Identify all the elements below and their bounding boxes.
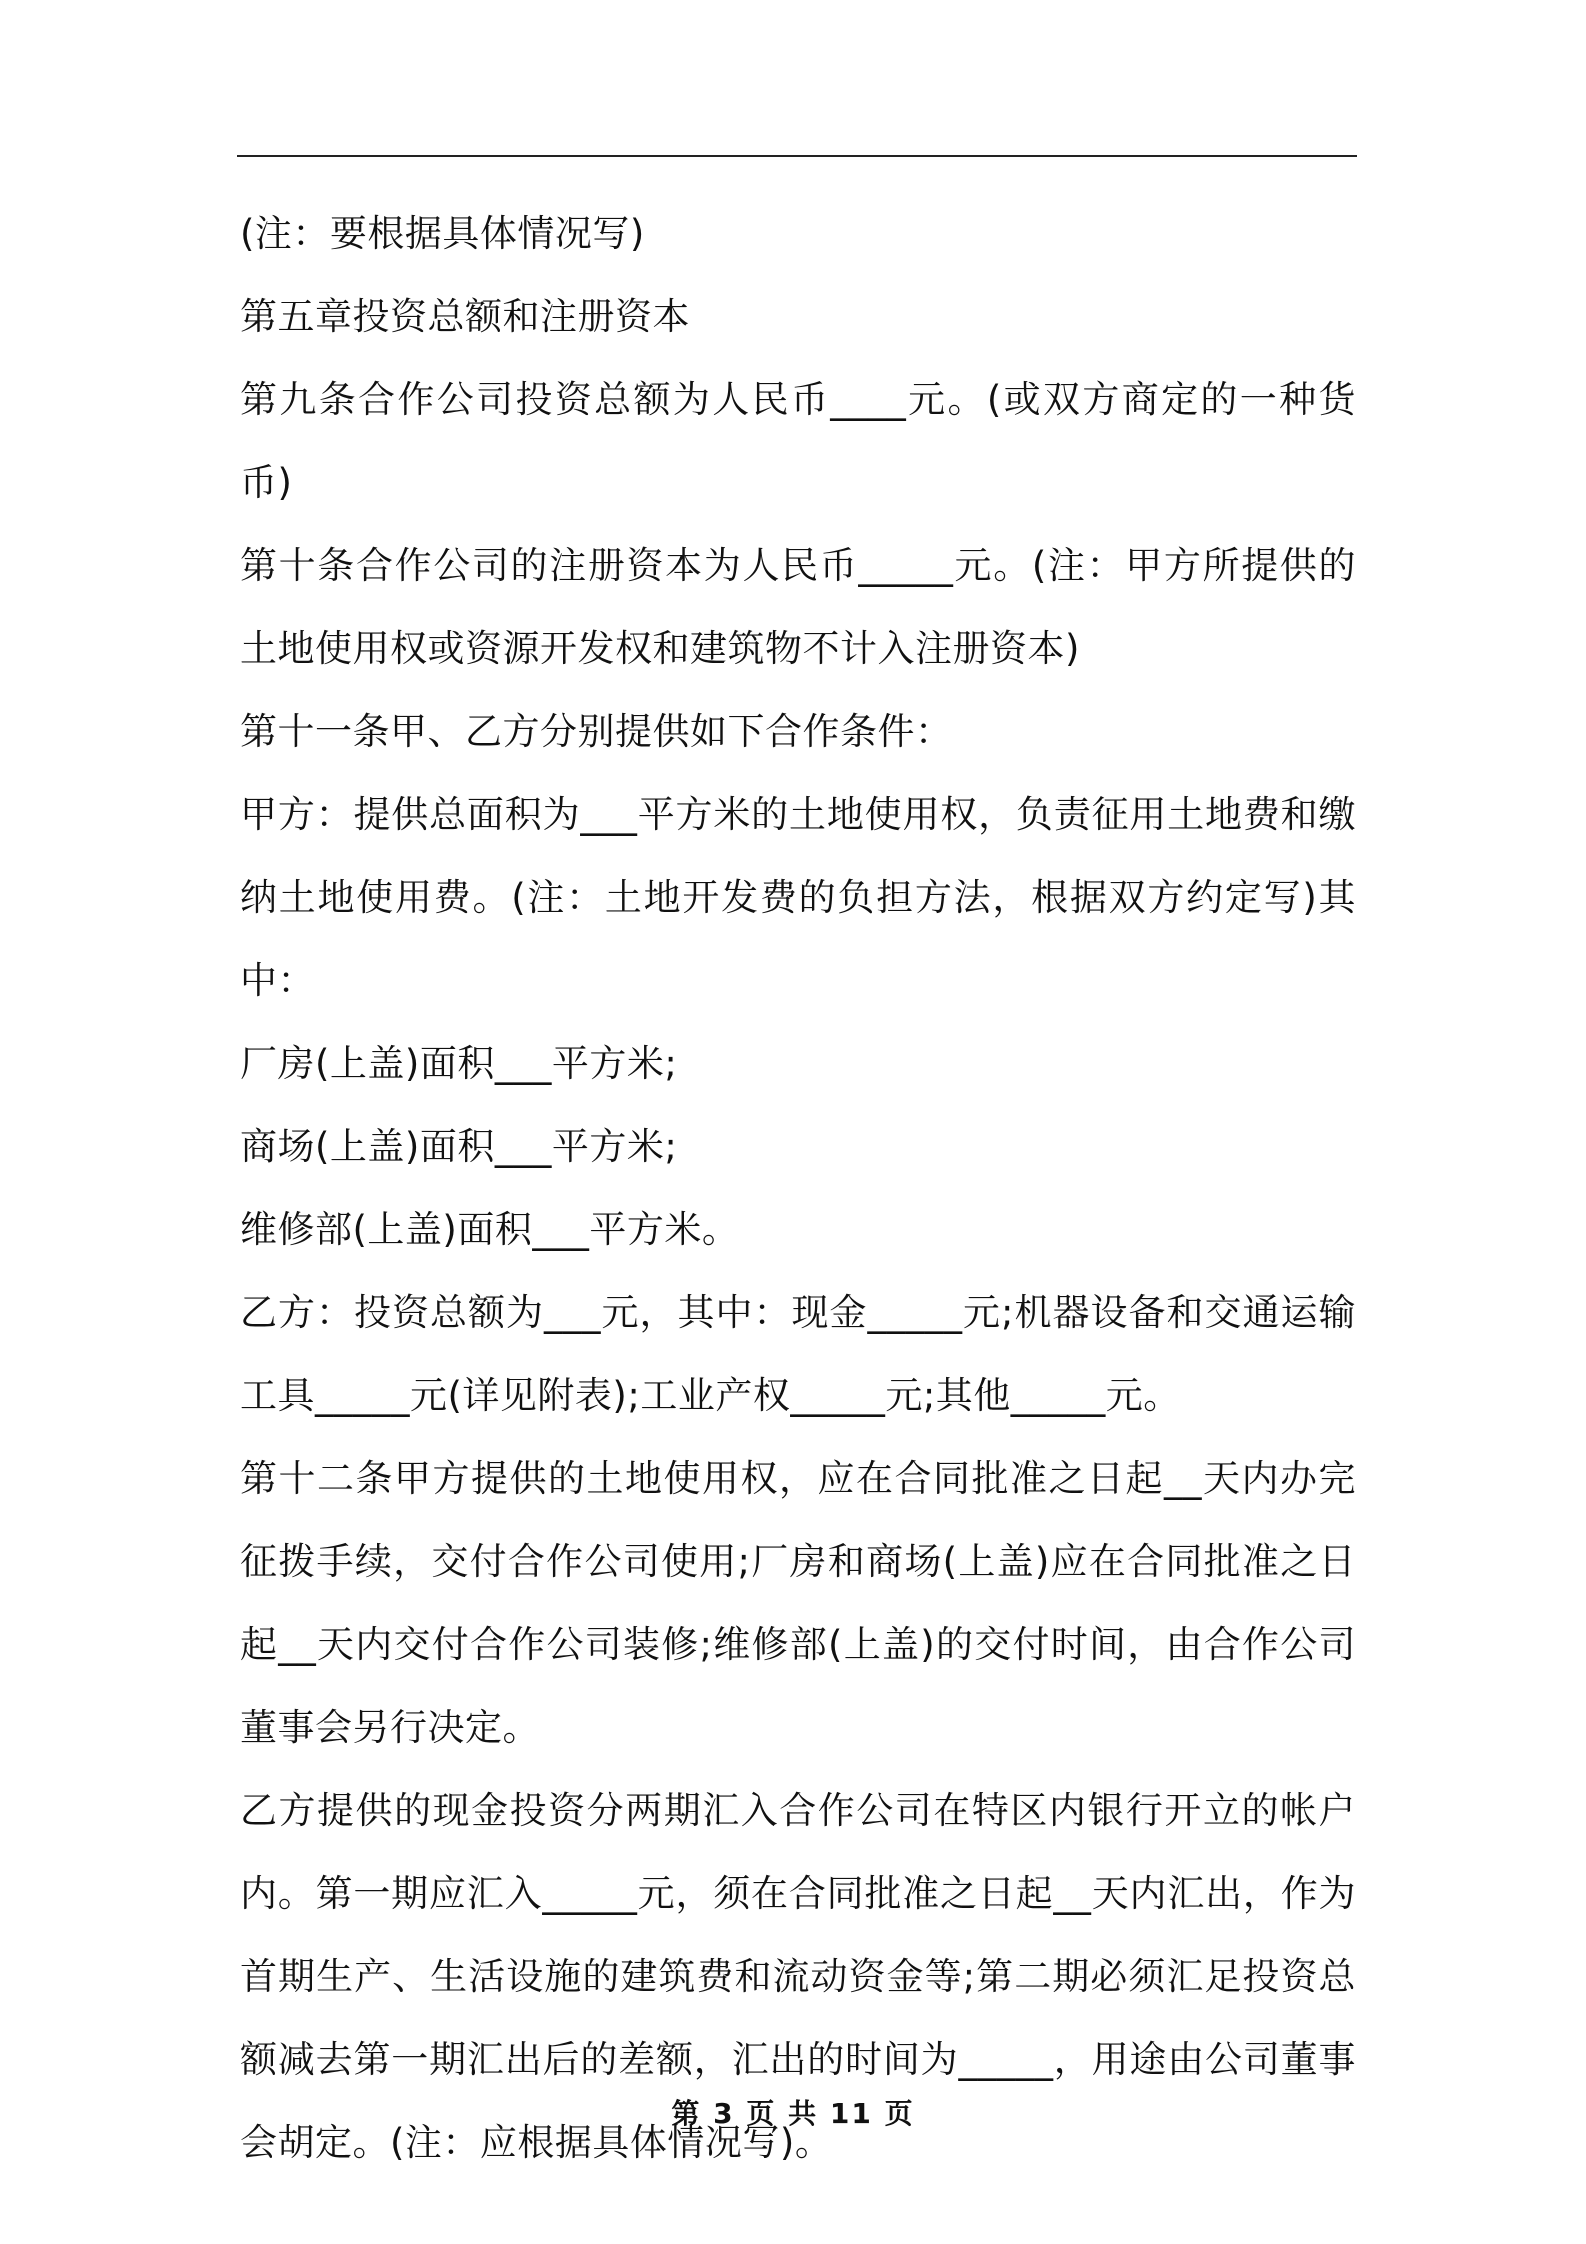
paragraph-article-12: 第十二条甲方提供的土地使用权，应在合同批准之日起__天内办完征拨手续，交付合作公司使用;厂房和商场(上盖)应在合同批准之日起__天内交付合作公司装修;维修部(上盖)的交付时间，由合作公司董事会另行决定。 [240,1457,1356,1749]
paragraph-party-a: 甲方：提供总面积为___平方米的土地使用权，负责征用土地费和缴纳土地使用费。(注：土地开发费的负担方法，根据双方约定写)其中： [240,793,1356,1002]
paragraph-article-9: 第九条合作公司投资总额为人民币____元。(或双方商定的一种货币) [240,378,1356,504]
paragraph-note-1: (注：要根据具体情况写) [240,212,645,255]
chapter-heading: 第五章投资总额和注册资本 [240,295,690,338]
paragraph-party-b: 乙方：投资总额为___元，其中：现金_____元;机器设备和交通运输工具_____元(详见附表);工业产权_____元;其他_____元。 [240,1291,1356,1417]
page-number-footer: 第 3 页 共 11 页 [671,2097,915,2130]
paragraph-cash-investment: 乙方提供的现金投资分两期汇入合作公司在特区内银行开立的帐户内。第一期应汇入_____元，须在合同批准之日起__天内汇出，作为首期生产、生活设施的建筑费和流动资金等;第二期必须汇足投资总额减去第一期汇出后的差额，汇出的时间为_____，用途由公司董事会胡定。(注：应根据具体情况写)。 [240,1789,1356,2164]
paragraph-repair-area: 维修部(上盖)面积___平方米。 [240,1208,740,1251]
paragraph-factory-area: 厂房(上盖)面积___平方米; [240,1042,678,1085]
header-rule [237,155,1357,157]
paragraph-article-10: 第十条合作公司的注册资本为人民币_____元。(注：甲方所提供的土地使用权或资源开发权和建筑物不计入注册资本) [240,544,1356,670]
document-body [240,192,1356,2184]
paragraph-article-11: 第十一条甲、乙方分别提供如下合作条件： [240,710,953,753]
paragraph-mall-area: 商场(上盖)面积___平方米; [240,1125,678,1168]
